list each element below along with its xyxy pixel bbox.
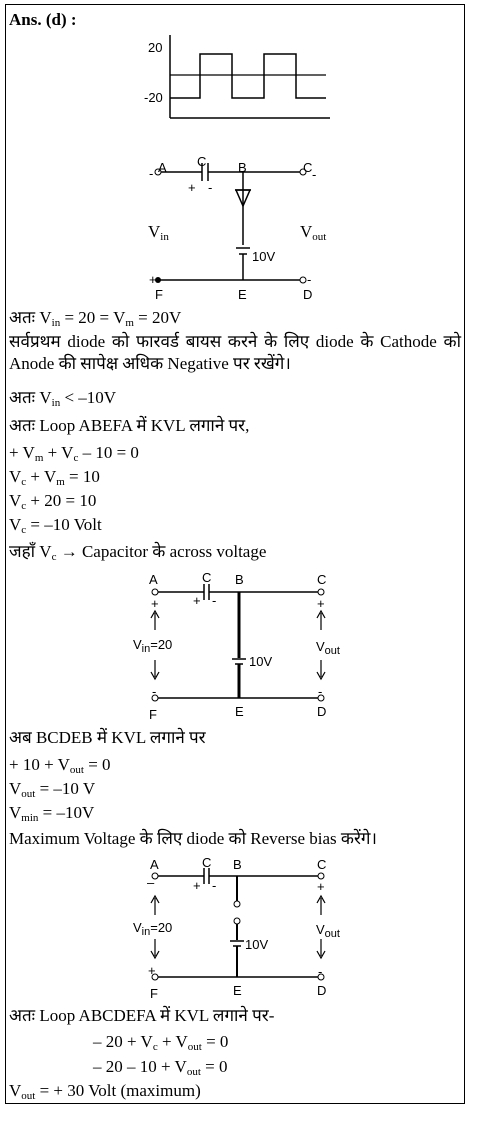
c1-minus-d: - <box>307 272 312 287</box>
c3-cap-minus: - <box>212 878 217 893</box>
c3-node-e: E <box>233 983 242 998</box>
c3-node-f: F <box>150 986 158 1001</box>
c3-node-a: A <box>150 857 159 872</box>
c2-node-f: F <box>149 707 157 722</box>
line-loop-abcdefa: अतः Loop ABCDEFA में KVL लगाने पर- <box>9 1006 275 1025</box>
line-vc-definition: जहाँ $V_c$ → Capacitor के across voltage <box>9 542 267 563</box>
c1-node-b: B <box>238 160 247 175</box>
c2-minus-f: - <box>152 684 157 699</box>
line-loop-abefa: अतः Loop ABEFA में KVL लगाने पर, <box>9 416 250 435</box>
c2-plus-a: + <box>151 596 159 611</box>
c1-cap-minus: - <box>208 180 213 195</box>
c3-vout-label: $V_{out}$ <box>316 922 340 940</box>
c3-capacitor-label: C <box>202 855 212 870</box>
c3-plus-f: + <box>148 963 156 978</box>
c2-vout-label: $V_{out}$ <box>316 639 340 657</box>
c3-cap-plus: + <box>193 878 201 893</box>
square-wave-figure <box>140 30 340 130</box>
c1-node-c: C <box>303 160 313 175</box>
c1-battery-label: 10V <box>252 249 276 264</box>
c2-node-d: D <box>317 704 327 719</box>
c2-node-c: C <box>317 572 327 587</box>
eq-7: $V_{out} = -10$ V <box>9 779 96 800</box>
wave-bottom-label: -20 <box>144 90 163 105</box>
eq-2: $V_c + V_m = 10$ <box>9 467 100 488</box>
c3-node-d: D <box>317 983 327 998</box>
c2-capacitor-label: C <box>202 570 212 585</box>
c3-vin-label: $V_{in}=20$ <box>133 920 173 938</box>
c3-plus-c: + <box>317 879 325 894</box>
eq-8: $V_{min} = -10V$ <box>9 803 95 824</box>
c2-node-b: B <box>235 572 244 587</box>
line-vin-vm: अतः $V_{in} = 20 = V_m = 20V$ <box>9 308 182 329</box>
eq-11: $V_{out}$ = + 30 Volt (maximum) <box>9 1081 201 1102</box>
answer-heading: Ans. (d) : <box>9 10 77 29</box>
c2-minus-d: - <box>318 684 323 699</box>
eq-6: + $10 + V_{out} = 0$ <box>9 755 111 776</box>
c1-minus-right: - <box>312 167 317 182</box>
c3-minus-d: - <box>318 964 323 979</box>
eq-3: $V_c + 20 = 10$ <box>9 491 97 512</box>
c1-vout-label: $V_{out}$ <box>300 222 327 243</box>
c3-battery-label: 10V <box>245 937 269 952</box>
c3-minus-a: – <box>147 875 155 890</box>
paragraph-forward-bias: सर्वप्रथम diode को फारवर्ड बायस करने के लिए diode के Cathode को Anode की सापेक्ष अधिक Negative पर रखेंगे। <box>9 332 461 373</box>
c2-battery-label: 10V <box>249 654 273 669</box>
c1-node-f: F <box>155 287 163 302</box>
line-vin-lt: अतः $V_{in} < -10V$ <box>9 388 117 409</box>
c1-node-d: D <box>303 287 313 302</box>
c2-cap-plus: + <box>193 593 201 608</box>
line-loop-bcdeb: अब BCDEB में KVL लगाने पर <box>9 728 206 747</box>
wave-top-label: 20 <box>148 40 163 55</box>
c2-node-a: A <box>149 572 158 587</box>
c1-cap-plus: + <box>188 180 196 195</box>
eq-10: – $20 - 10 + V_{out} = 0$ <box>93 1057 228 1078</box>
c3-node-c: C <box>317 857 327 872</box>
c1-node-a: A <box>158 160 167 175</box>
c2-plus-c: + <box>317 596 325 611</box>
eq-4: $V_c = -10$ Volt <box>9 515 102 536</box>
eq-1: + $V_m + V_c - 10 = 0$ <box>9 443 139 464</box>
c2-cap-minus: - <box>212 593 217 608</box>
eq-9: – $20 + V_c + V_{out} = 0$ <box>93 1032 229 1053</box>
c1-capacitor-label: C <box>197 154 207 169</box>
line-max-voltage: Maximum Voltage के लिए diode को Reverse bias करेंगे। <box>9 829 377 848</box>
c2-node-e: E <box>235 704 244 719</box>
c1-plus-f: + <box>149 272 157 287</box>
c2-vin-label: $V_{in}=20$ <box>133 637 173 655</box>
c1-minus-left: - <box>149 166 154 181</box>
c1-vin-label: $V_{in}$ <box>148 222 169 243</box>
c3-node-b: B <box>233 857 242 872</box>
c1-node-e: E <box>238 287 247 302</box>
